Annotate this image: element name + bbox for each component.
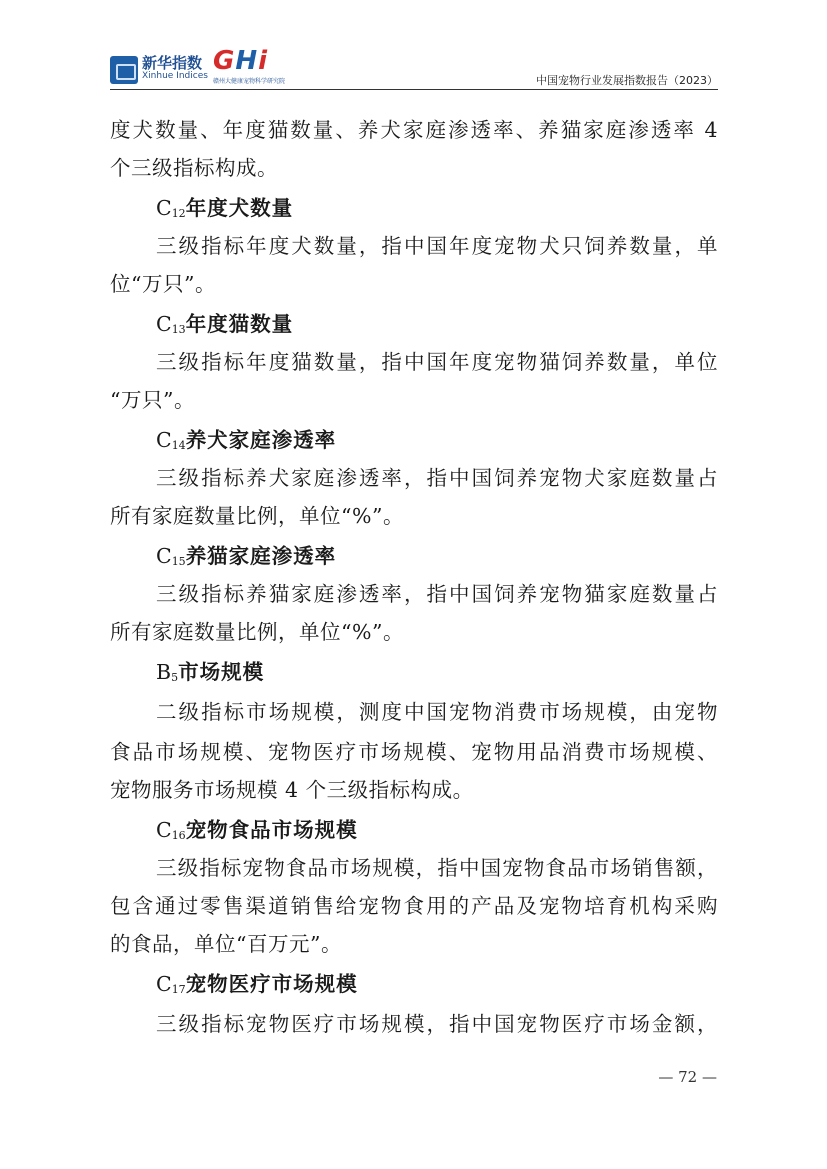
section-heading-c15 [156,538,336,574]
heading-title: 宠物医疗市场规模 [185,972,358,996]
paragraph-line: 三级指标养犬家庭渗透率，指中国饲养宠物犬家庭数量占 [156,466,718,490]
section-heading-b5 [156,654,264,690]
heading-code: $B_5$ [156,660,179,684]
paragraph-line: 三级指标年度猫数量，指中国年度宠物猫饲养数量，单位 [156,350,718,374]
xinhua-logo-icon [110,56,138,84]
heading-title: 养猫家庭渗透率 [185,544,337,568]
paragraph-line: 所有家庭数量比例，单位“%”。 [110,504,404,528]
heading-title: 养犬家庭渗透率 [185,428,337,452]
xinhua-indices-name: 新华指数 [142,54,203,72]
heading-code: $C_{13}$ [156,312,186,336]
paragraph-line: 三级指标宠物食品市场规模，指中国宠物食品市场销售额， [156,856,718,880]
paragraph-line: 包含通过零售渠道销售给宠物食用的产品及宠物培育机构采购 [110,894,718,918]
paragraph-line: 个三级指标构成。 [110,156,278,180]
paragraph-line: 位“万只”。 [110,272,216,296]
paragraph-line: 三级指标宠物医疗市场规模，指中国宠物医疗市场金额， [156,1012,718,1036]
heading-code: $C_{16}$ [156,818,186,842]
paragraph-line: “万只”。 [110,388,195,412]
section-heading-c12 [156,190,293,226]
paragraph-line: 宠物服务市场规模 4 个三级指标构成。 [110,778,474,802]
heading-code: $C_{17}$ [156,972,186,996]
section-heading-c17 [156,966,358,1002]
heading-code: $C_{12}$ [156,196,186,220]
header-divider [110,89,718,90]
paragraph-line: 食品市场规模、宠物医疗市场规模、宠物用品消费市场规模、 [110,740,718,764]
paragraph-line: 所有家庭数量比例，单位“%”。 [110,620,404,644]
paragraph-line: 的食品，单位“百万元”。 [110,932,342,956]
ghi-logo [213,46,301,86]
ghi-logo-text: GHi [213,46,269,76]
page-number: — 72 — [658,1068,717,1086]
section-heading-c13 [156,306,293,342]
paragraph-line: 三级指标年度犬数量，指中国年度宠物犬只饲养数量，单 [156,234,718,258]
paragraph-line: 二级指标市场规模，测度中国宠物消费市场规模，由宠物 [156,700,718,724]
paragraph-line: 度犬数量、年度猫数量、养犬家庭渗透率、养猫家庭渗透率 4 [110,118,718,142]
heading-title: 年度犬数量 [185,196,294,220]
heading-title: 宠物食品市场规模 [185,818,358,842]
heading-code: $C_{15}$ [156,544,186,568]
heading-code: $C_{14}$ [156,428,186,452]
heading-title: 年度猫数量 [185,312,294,336]
xinhua-indices-subtitle: Xinhue Indices [142,71,208,81]
heading-title: 市场规模 [178,660,265,684]
ghi-logo-subtitle: 赣州大健康宠物科学研究院 [213,78,286,85]
paragraph-line: 三级指标养猫家庭渗透率，指中国饲养宠物猫家庭数量占 [156,582,718,606]
section-heading-c16 [156,812,358,848]
section-heading-c14 [156,422,336,458]
page-header [110,46,718,90]
report-title: 中国宠物行业发展指数报告（2023） [536,74,718,87]
